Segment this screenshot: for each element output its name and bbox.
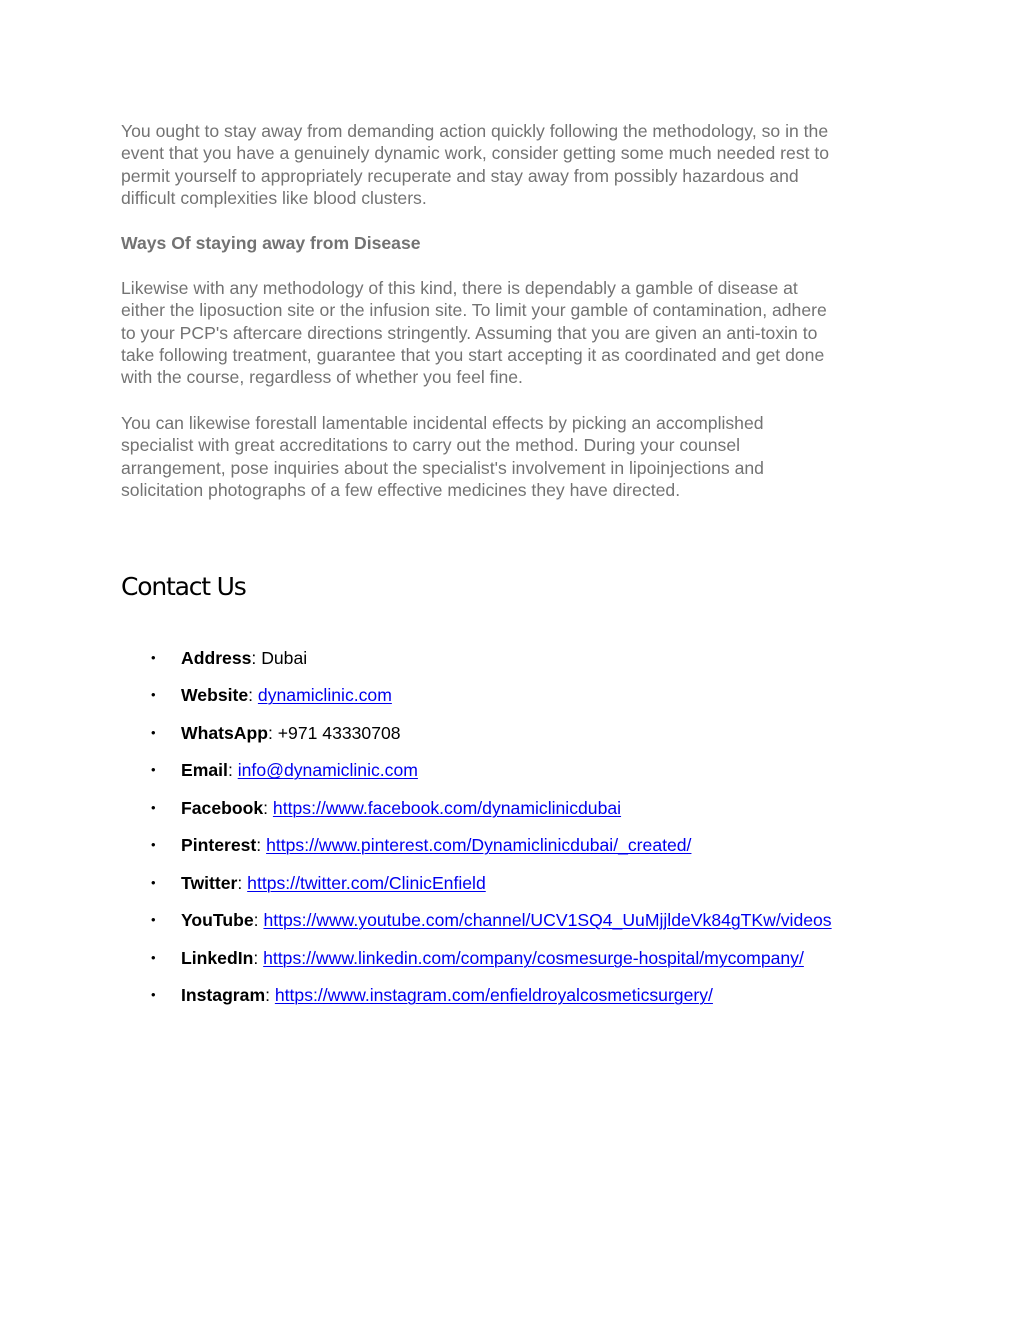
pinterest-link[interactable]: https://www.pinterest.com/Dynamiclinicdubai/_created/: [266, 835, 692, 855]
contact-separator: :: [237, 873, 248, 893]
contact-label: Email: [181, 760, 228, 780]
contact-item-website: [151, 683, 392, 707]
paragraph-line: You ought to stay away from demanding action quickly following the methodology, so in the: [121, 121, 829, 141]
contact-label: Address: [181, 648, 252, 668]
contact-label: WhatsApp: [181, 723, 268, 743]
youtube-link[interactable]: https://www.youtube.com/channel/UCV1SQ4_UuMjjldeVk84gTKw/videos: [263, 910, 832, 930]
contact-item-email: [151, 758, 418, 782]
paragraph-infection: [121, 277, 911, 388]
contact-label: Twitter: [181, 873, 238, 893]
contact-separator: :: [253, 910, 264, 930]
email-link[interactable]: info@dynamiclinic.com: [237, 760, 418, 780]
contact-separator: :: [251, 648, 262, 668]
paragraph-line: to your PCP's aftercare directions stringently. Assuming that you are given an anti-toxin to: [121, 322, 818, 343]
contact-item-twitter: [151, 871, 486, 895]
bullet-icon: •: [151, 912, 156, 927]
contact-separator: :: [253, 948, 264, 968]
paragraph-line: take following treatment, guarantee that you start accepting it as coordinated and get done: [121, 344, 825, 365]
contact-label: YouTube: [181, 910, 254, 930]
contact-separator: :: [265, 985, 275, 1005]
linkedin-link[interactable]: https://www.linkedin.com/company/cosmesurge-hospital/mycompany/: [263, 948, 804, 968]
paragraph-recovery: [121, 120, 911, 209]
bullet-icon: •: [151, 950, 156, 965]
bullet-icon: •: [151, 687, 156, 702]
bullet-icon: •: [151, 875, 156, 890]
bullet-icon: •: [151, 837, 156, 852]
paragraph-line: either the liposuction site or the infusion site. To limit your gamble of contamination, adhere: [121, 300, 827, 321]
paragraph-line: You can likewise forestall lamentable incidental effects by picking an accomplished: [121, 413, 764, 433]
contact-separator: :: [267, 723, 278, 743]
facebook-link[interactable]: https://www.facebook.com/dynamiclinicdubai: [272, 798, 622, 818]
contact-heading: Contact Us: [121, 572, 246, 601]
contact-item-address: [151, 646, 307, 670]
twitter-link[interactable]: https://twitter.com/ClinicEnfield: [247, 873, 486, 893]
section-subheading: Ways Of staying away from Disease: [121, 233, 421, 253]
paragraph-line: event that you have a genuinely dynamic work, consider getting some much needed rest to: [121, 143, 830, 164]
bullet-icon: •: [151, 650, 156, 665]
contact-value: +971 43330708: [277, 723, 401, 743]
bullet-icon: •: [151, 762, 156, 777]
contact-item-pinterest: [151, 833, 691, 857]
contact-item-instagram: [151, 983, 713, 1007]
website-link[interactable]: dynamiclinic.com: [257, 685, 392, 705]
paragraph-line: Likewise with any methodology of this kind, there is dependably a gamble of disease at: [121, 278, 798, 298]
contact-label: Pinterest: [181, 835, 257, 855]
paragraph-line: permit yourself to appropriately recuperate and stay away from possibly hazardous and: [121, 165, 799, 186]
instagram-link[interactable]: https://www.instagram.com/enfieldroyalcosmeticsurgery/: [274, 985, 713, 1005]
contact-label: LinkedIn: [181, 948, 254, 968]
contact-value: Dubai: [261, 648, 308, 668]
contact-item-facebook: [151, 796, 621, 820]
bullet-icon: •: [151, 800, 156, 815]
contact-item-youtube: [151, 908, 832, 932]
paragraph-line: difficult complexities like blood clusters.: [121, 187, 427, 208]
contact-label: Facebook: [181, 798, 264, 818]
bullet-icon: •: [151, 725, 156, 740]
contact-label: Website: [181, 685, 249, 705]
contact-label: Instagram: [181, 985, 266, 1005]
paragraph-line: arrangement, pose inquiries about the specialist's involvement in lipoinjections and: [121, 457, 764, 478]
bullet-icon: •: [151, 987, 156, 1002]
paragraph-line: solicitation photographs of a few effective medicines they have directed.: [121, 479, 681, 500]
paragraph-specialist: [121, 412, 911, 501]
contact-separator: :: [227, 760, 238, 780]
contact-separator: :: [256, 835, 267, 855]
contact-item-linkedin: [151, 946, 804, 970]
contact-separator: :: [263, 798, 273, 818]
contact-separator: :: [248, 685, 258, 705]
contact-item-whatsapp: [151, 721, 401, 745]
paragraph-line: specialist with great accreditations to carry out the method. During your counsel: [121, 435, 741, 456]
paragraph-line: with the course, regardless of whether you feel fine.: [121, 367, 523, 388]
